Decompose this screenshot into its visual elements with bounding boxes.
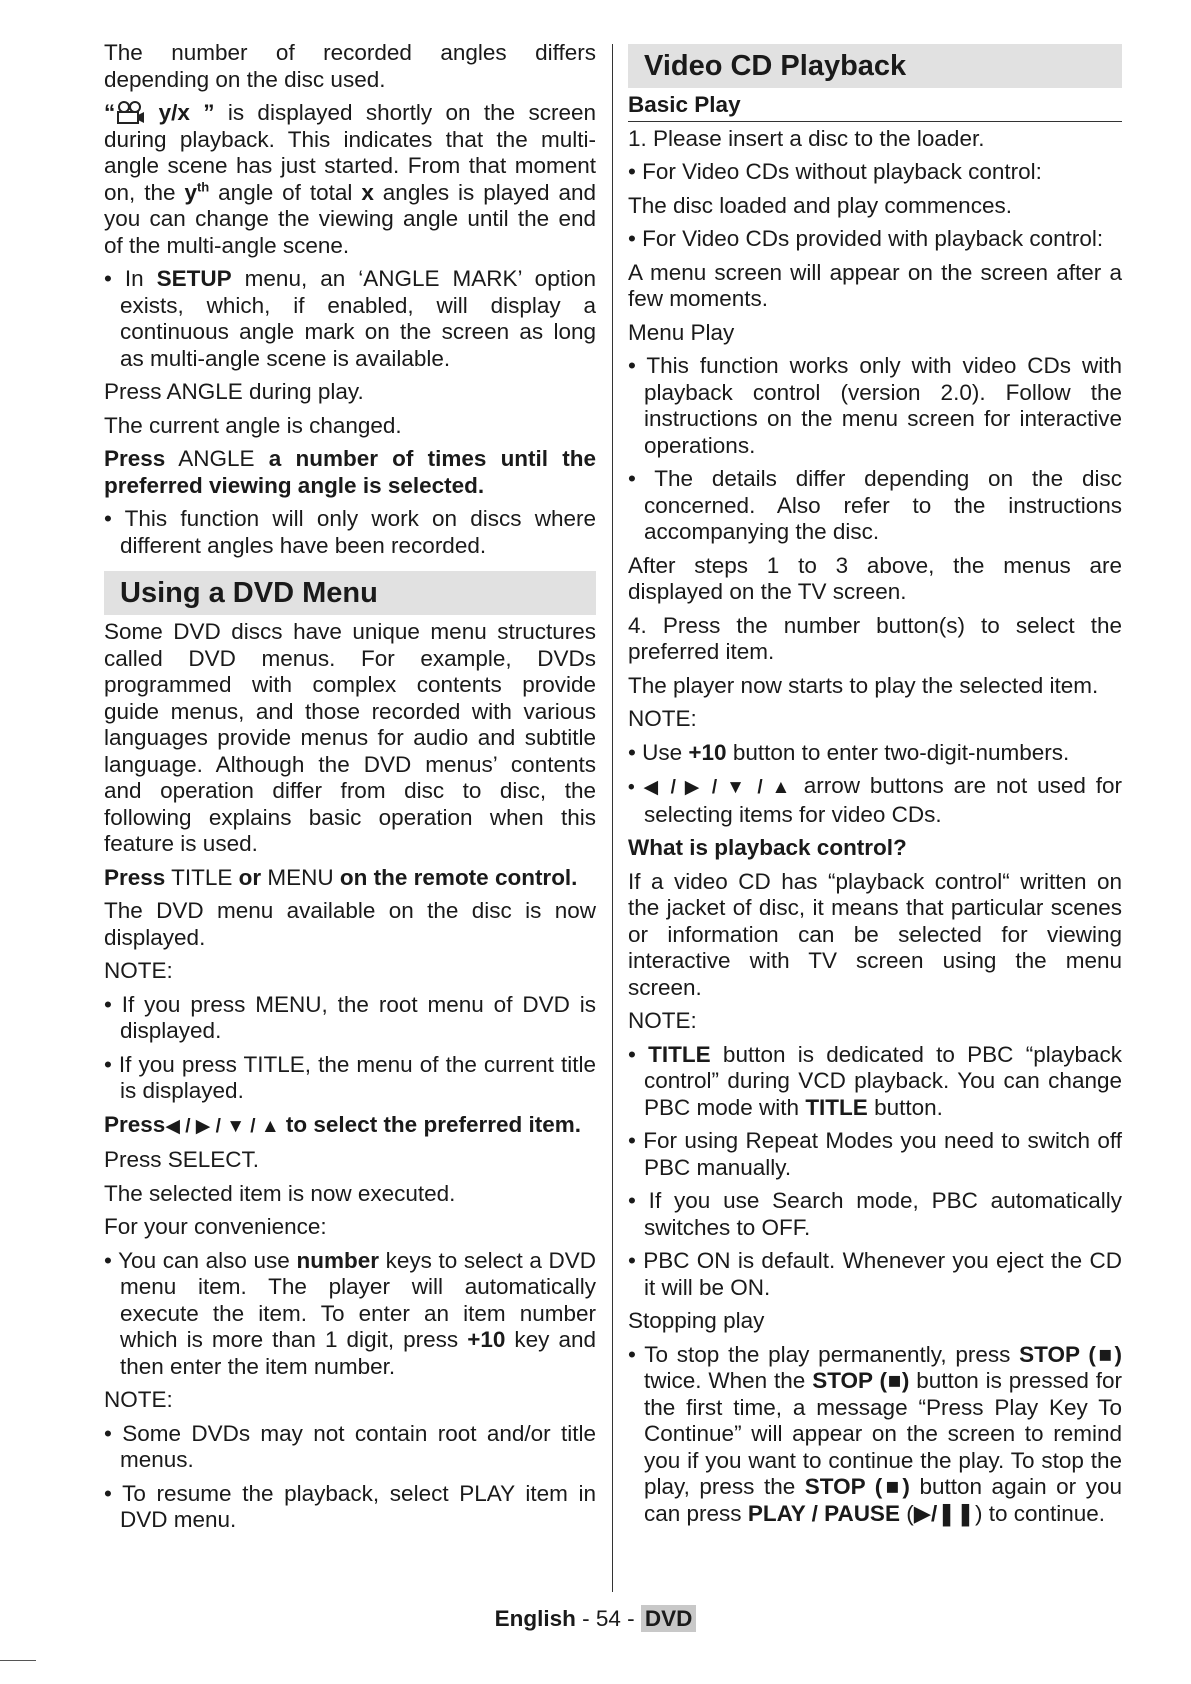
bullet-item: • If you use Search mode, PBC automatically switches to OFF.: [628, 1188, 1122, 1240]
camera-angle-icon: [115, 100, 145, 126]
bullet-item: • This function works only with video CDs with playback control (version 2.0). Follow the instructions on the menu screen for interactive operations.: [628, 353, 1122, 458]
paragraph: The DVD menu available on the disc is now displayed.: [104, 898, 596, 950]
subheading-basic-play: Basic Play: [628, 92, 1122, 122]
right-column: [628, 40, 1122, 1534]
bullet-item: • For Video CDs provided with playback control:: [628, 226, 1104, 251]
paragraph: After steps 1 to 3 above, the menus are displayed on the TV screen.: [628, 552, 1122, 604]
bullet-item: • TITLE button is dedicated to PBC “playback control” during VCD playback. You can change PBC mode with TITLE button.: [628, 1041, 1122, 1120]
paragraph: If a video CD has “playback control“ written on the jacket of disc, it means that particular scenes or information can be selected for viewing interactive with TV screen using the menu screen.: [628, 868, 1122, 1000]
note-label: NOTE:: [628, 1008, 697, 1033]
bullet-item: • You can also use number keys to select a DVD menu item. The player will automatically execute the item. To enter an item number which is more than 1 digit, press +10 key and then enter the item number.: [104, 1247, 596, 1379]
bullet-item: • Some DVDs may not contain root and/or title menus.: [104, 1420, 596, 1472]
instruction-paragraph: Press TITLE or MENU on the remote control.: [104, 864, 578, 890]
step-item: 1. Please insert a disc to the loader.: [628, 125, 985, 151]
play-pause-icon: ▶/❚❚: [913, 1500, 975, 1526]
section-heading-video-cd: Video CD Playback: [628, 44, 1122, 88]
step-item: 4. Press the number button(s) to select the preferred item.: [628, 612, 1122, 664]
bullet-item: • The details differ depending on the disc concerned. Also refer to the instructions accompanying the disc.: [628, 466, 1122, 544]
paragraph: Press ANGLE during play.: [104, 379, 364, 404]
arrow-keys-icon: • ◀ / ▶ / ▼ / ▲: [628, 777, 794, 798]
paragraph: The disc loaded and play commences.: [628, 192, 1012, 218]
left-column: [104, 40, 596, 1541]
angle-indicator-paragraph: “ y/x ” is displayed shortly on the screen during playback. This indicates that the multi-angle scene has just started. From that moment on, the $y^{th}$ angle of total x angles is played and you can change the viewing angle until the end of the multi-angle scene.: [104, 100, 597, 258]
footer-language: English: [494, 1606, 576, 1631]
paragraph: The number of recorded angles differs depending on the disc used.: [104, 40, 596, 92]
paragraph: A menu screen will appear on the screen after a few moments.: [628, 259, 1122, 311]
bullet-item: • Use +10 button to enter two-digit-numbers.: [628, 739, 1070, 765]
bullet-item: • In SETUP menu, an ‘ANGLE MARK’ option exists, which, if enabled, will display a continuous angle mark on the screen as long as multi-angle scene is available.: [104, 266, 596, 371]
bullet-item: • ◀ / ▶ / ▼ / ▲ arrow buttons are not used for selecting items for video CDs.: [628, 773, 1122, 827]
paragraph: Some DVD discs have unique menu structures called DVD menus. For example, DVDs programmed with complex contents provide guide menus, and those recorded with various languages provide menus for audio and subtitle language. Although the DVD menus’ contents and operation differ from disc to disc, the following explains basic operation when this feature is used.: [104, 619, 596, 856]
paragraph: The current angle is changed.: [104, 412, 402, 438]
bullet-item: • For Video CDs without playback control:: [628, 159, 1042, 184]
paragraph: Press SELECT.: [104, 1147, 260, 1172]
section-heading-dvd-menu: Using a DVD Menu: [104, 571, 596, 615]
subheading-playback-control: What is playback control?: [628, 835, 907, 860]
paragraph: Stopping play: [628, 1308, 765, 1333]
arrow-keys-icon: ◀ / ▶ / ▼ / ▲: [165, 1115, 280, 1137]
bullet-item: • For using Repeat Modes you need to switch off PBC manually.: [628, 1128, 1122, 1180]
instruction-paragraph: Press ANGLE a number of times until the preferred viewing angle is selected.: [104, 446, 596, 498]
section-badge: DVD: [641, 1605, 697, 1632]
bullet-item: • PBC ON is default. Whenever you eject the CD it will be ON.: [628, 1248, 1122, 1300]
paragraph: For your convenience:: [104, 1214, 327, 1239]
note-label: NOTE:: [104, 1387, 173, 1412]
page-number: - 54 -: [575, 1606, 641, 1631]
bullet-item: • If you press TITLE, the menu of the current title is displayed.: [104, 1051, 596, 1103]
note-label: NOTE:: [104, 958, 173, 983]
bullet-item: • To stop the play permanently, press STOP (■) twice. When the STOP (■) button is pressed for the first time, a message “Press Play Key To Continue” will appear on the screen to remind you if you want to continue the play. To stop the play, press the STOP (■) button again or you can press PLAY / PAUSE (▶/❚❚) to continue.: [628, 1341, 1122, 1526]
note-label: NOTE:: [628, 706, 697, 731]
bullet-item: • If you press MENU, the root menu of DVD is displayed.: [104, 991, 596, 1043]
column-divider: [612, 44, 613, 1592]
bullet-item: • To resume the playback, select PLAY item in DVD menu.: [104, 1480, 596, 1532]
paragraph: Menu Play: [628, 319, 735, 345]
crop-mark: [0, 1660, 36, 1661]
page-footer: [0, 1604, 1191, 1634]
bullet-item: • This function will only work on discs where different angles have been recorded.: [104, 506, 596, 558]
instruction-paragraph: Press◀ / ▶ / ▼ / ▲ to select the preferred item.: [104, 1111, 582, 1137]
paragraph: The player now starts to play the selected item.: [628, 672, 1099, 698]
paragraph: The selected item is now executed.: [104, 1180, 456, 1206]
